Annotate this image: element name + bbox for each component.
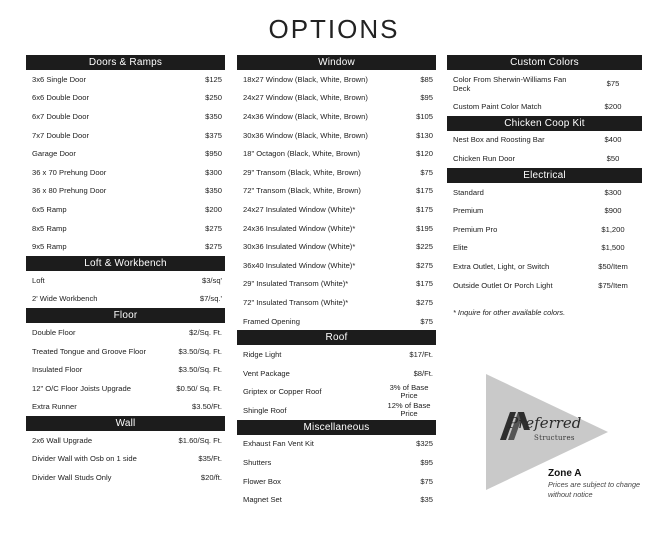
wall-list — [26, 431, 225, 487]
column-left — [26, 55, 225, 487]
price-row — [237, 70, 436, 89]
item-price: $275 — [416, 297, 433, 307]
item-price: $120 — [416, 149, 433, 159]
item-price: $900 — [604, 206, 622, 216]
item-name: 9x5 Ramp — [32, 242, 67, 252]
item-name: 6x6 Double Door — [32, 93, 89, 103]
item-name: Shutters — [243, 458, 272, 468]
item-name: Premium — [453, 206, 484, 216]
item-price: $275 — [205, 242, 222, 252]
item-price: $325 — [416, 439, 433, 449]
item-price: $50/Item — [598, 261, 628, 271]
price-row — [26, 323, 225, 342]
price-row — [26, 398, 225, 417]
section-header-misc: Miscellaneous — [237, 420, 436, 435]
price-row — [26, 107, 225, 126]
window-list — [237, 70, 436, 330]
item-name: Divider Wall Studs Only — [32, 473, 112, 483]
price-row — [237, 345, 436, 364]
price-row — [237, 383, 436, 402]
item-price: $195 — [416, 223, 433, 233]
item-name: Treated Tongue and Groove Floor — [32, 346, 146, 356]
price-row — [237, 453, 436, 472]
item-name: 24x36 Window (Black, White, Brown) — [243, 111, 368, 121]
item-name: Insulated Floor — [32, 365, 83, 375]
item-name: 24x27 Insulated Window (White)* — [243, 204, 356, 214]
price-row — [26, 182, 225, 201]
price-row — [447, 131, 642, 150]
item-price: $275 — [205, 223, 222, 233]
section-header-window: Window — [237, 55, 436, 70]
section-header-electrical: Electrical — [447, 168, 642, 183]
item-name: 29" Transom (Black, White, Brown) — [243, 167, 361, 177]
price-row — [26, 431, 225, 450]
electrical-list — [447, 183, 642, 295]
item-price: $3.50/Ft. — [192, 402, 222, 412]
price-row — [237, 107, 436, 126]
item-price: $300 — [604, 187, 622, 197]
price-row — [237, 275, 436, 294]
column-right — [447, 55, 642, 317]
item-price: $250 — [205, 93, 222, 103]
section-header-colors: Custom Colors — [447, 55, 642, 70]
item-name: Chicken Run Door — [453, 153, 516, 163]
item-name: Extra Outlet, Light, or Switch — [453, 261, 550, 271]
section-header-loft: Loft & Workbench — [26, 256, 225, 271]
item-price: $200 — [604, 101, 622, 111]
item-price: 3% of Base Price — [389, 382, 429, 400]
item-price: $275 — [416, 260, 433, 270]
loft-list — [26, 271, 225, 308]
item-price: $3/sq' — [201, 275, 222, 285]
price-row — [26, 468, 225, 487]
floor-list — [26, 323, 225, 416]
item-price: $175 — [416, 186, 433, 196]
item-price: $35/Ft. — [198, 454, 222, 464]
section-header-coop: Chicken Coop Kit — [447, 116, 642, 131]
item-name: Divider Wall with Osb on 1 side — [32, 454, 137, 464]
item-name: Framed Opening — [243, 316, 300, 326]
item-price: $75 — [420, 167, 433, 177]
price-row — [237, 126, 436, 145]
price-row — [26, 237, 225, 256]
price-row — [26, 126, 225, 145]
price-row — [447, 276, 642, 295]
price-row — [447, 70, 642, 97]
price-row — [26, 144, 225, 163]
item-price: $1,200 — [601, 224, 625, 234]
price-row — [447, 183, 642, 202]
item-price: $175 — [416, 204, 433, 214]
misc-list — [237, 435, 436, 509]
price-row — [237, 490, 436, 509]
item-price: $1,500 — [601, 243, 625, 253]
item-name: Ridge Light — [243, 350, 282, 360]
item-name: Garage Door — [32, 149, 76, 159]
price-row — [26, 360, 225, 379]
item-name: 72" Insulated Transom (White)* — [243, 297, 349, 307]
item-name: Premium Pro — [453, 224, 498, 234]
item-price: $125 — [205, 74, 222, 84]
item-price: $950 — [205, 149, 222, 159]
price-row — [237, 144, 436, 163]
doors-list — [26, 70, 225, 256]
item-name: 2' Wide Workbench — [32, 294, 98, 304]
item-price: $85 — [420, 74, 433, 84]
section-header-roof: Roof — [237, 330, 436, 345]
coop-list — [447, 131, 642, 168]
price-row — [237, 237, 436, 256]
price-row — [26, 163, 225, 182]
item-price: $3.50/Sq. Ft. — [178, 346, 222, 356]
price-row — [237, 364, 436, 383]
price-row — [237, 219, 436, 238]
price-row — [26, 70, 225, 89]
item-price: $350 — [205, 111, 222, 121]
logo-subtitle: Structures — [534, 434, 575, 442]
item-name: Outside Outlet Or Porch Light — [453, 280, 553, 290]
item-name: 7x7 Double Door — [32, 130, 89, 140]
item-name: Standard — [453, 187, 484, 197]
item-name: Exhaust Fan Vent Kit — [243, 439, 314, 449]
item-name: 3x6 Single Door — [32, 74, 87, 84]
price-row — [26, 271, 225, 290]
price-row — [237, 89, 436, 108]
item-name: 6x5 Ramp — [32, 204, 67, 214]
price-row — [237, 401, 436, 420]
price-row — [447, 149, 642, 168]
item-name: Griptex or Copper Roof — [243, 387, 322, 397]
item-name: 12" O/C Floor Joists Upgrade — [32, 383, 131, 393]
item-price: $350 — [205, 186, 222, 196]
price-row — [447, 201, 642, 220]
price-row — [237, 182, 436, 201]
price-row — [237, 163, 436, 182]
item-name: 6x7 Double Door — [32, 111, 89, 121]
item-price: $400 — [604, 135, 622, 145]
price-row — [26, 379, 225, 398]
item-price: $75/Item — [598, 280, 628, 290]
item-price: $7/sq.' — [199, 294, 222, 304]
item-name: 36x40 Insulated Window (White)* — [243, 260, 356, 270]
item-name: Loft — [32, 275, 45, 285]
price-row — [447, 257, 642, 276]
item-price: $50 — [606, 153, 620, 163]
item-name: Elite — [453, 243, 468, 253]
price-row — [237, 435, 436, 454]
item-price: $0.50/ Sq. Ft. — [176, 383, 222, 393]
item-name: Nest Box and Roosting Bar — [453, 135, 545, 145]
item-name: 8x5 Ramp — [32, 223, 67, 233]
section-header-floor: Floor — [26, 308, 225, 323]
item-name: Double Floor — [32, 327, 76, 337]
item-name: 30x36 Window (Black, White, Brown) — [243, 130, 368, 140]
item-price: $105 — [416, 111, 433, 121]
price-row — [26, 342, 225, 361]
zone-label: Zone A — [548, 468, 582, 479]
item-price: $3.50/Sq. Ft. — [178, 365, 222, 375]
price-row — [237, 312, 436, 331]
item-name: Extra Runner — [32, 402, 77, 412]
item-name: 24x36 Insulated Window (White)* — [243, 223, 356, 233]
item-price: $75 — [606, 79, 620, 88]
item-name: Vent Package — [243, 368, 290, 378]
section-header-doors: Doors & Ramps — [26, 55, 225, 70]
item-price: $200 — [205, 204, 222, 214]
item-name: Flower Box — [243, 476, 281, 486]
item-price: $8/Ft. — [413, 368, 433, 378]
item-name: 24x27 Window (Black, White, Brown) — [243, 93, 368, 103]
item-price: $225 — [416, 242, 433, 252]
item-price: $35 — [420, 495, 433, 505]
price-row — [447, 239, 642, 258]
price-row — [447, 220, 642, 239]
item-price: $175 — [416, 279, 433, 289]
item-name: 30x36 Insulated Window (White)* — [243, 242, 356, 252]
footnote: * Inquire for other available colors. — [453, 308, 566, 318]
item-name: 36 x 80 Prehung Door — [32, 186, 107, 196]
item-name: Shingle Roof — [243, 405, 287, 415]
item-price: $375 — [205, 130, 222, 140]
item-price: 12% of Base Price — [387, 401, 431, 419]
item-name: 18x27 Window (Black, White, Brown) — [243, 74, 368, 84]
price-row — [447, 97, 642, 116]
item-name: 36 x 70 Prehung Door — [32, 167, 107, 177]
item-price: $75 — [420, 476, 433, 486]
section-header-wall: Wall — [26, 416, 225, 431]
item-price: $95 — [420, 458, 433, 468]
colors-list — [447, 70, 642, 116]
item-price: $20/ft. — [200, 473, 222, 483]
price-row — [237, 200, 436, 219]
zone-note: Prices are subject to change without notice — [548, 480, 641, 499]
price-row — [237, 472, 436, 491]
item-price: $2/Sq. Ft. — [189, 327, 222, 337]
roof-list — [237, 345, 436, 419]
item-name: Custom Paint Color Match — [453, 101, 542, 111]
price-row — [26, 450, 225, 469]
item-price: $17/Ft. — [409, 350, 433, 360]
item-name: 72" Transom (Black, White, Brown) — [243, 186, 361, 196]
item-name: 29" Insulated Transom (White)* — [243, 279, 349, 289]
item-price: $300 — [205, 167, 222, 177]
column-middle — [237, 55, 436, 509]
logo-wordmark: Preferred — [508, 414, 582, 432]
price-row — [26, 200, 225, 219]
page-title: OPTIONS — [268, 14, 400, 44]
item-price: $95 — [420, 93, 433, 103]
price-row — [237, 293, 436, 312]
item-name: Color From Sherwin-Williams Fan Deck — [453, 74, 567, 93]
item-name: 18" Octagon (Black, White, Brown) — [243, 149, 361, 159]
item-price: $1.60/Sq. Ft. — [178, 435, 222, 445]
item-price: $130 — [416, 130, 433, 140]
item-name: Magnet Set — [243, 495, 282, 505]
item-name: 2x6 Wall Upgrade — [32, 435, 93, 445]
item-price: $75 — [420, 316, 433, 326]
price-row — [237, 256, 436, 275]
price-row — [26, 219, 225, 238]
price-row — [26, 89, 225, 108]
price-row — [26, 290, 225, 309]
